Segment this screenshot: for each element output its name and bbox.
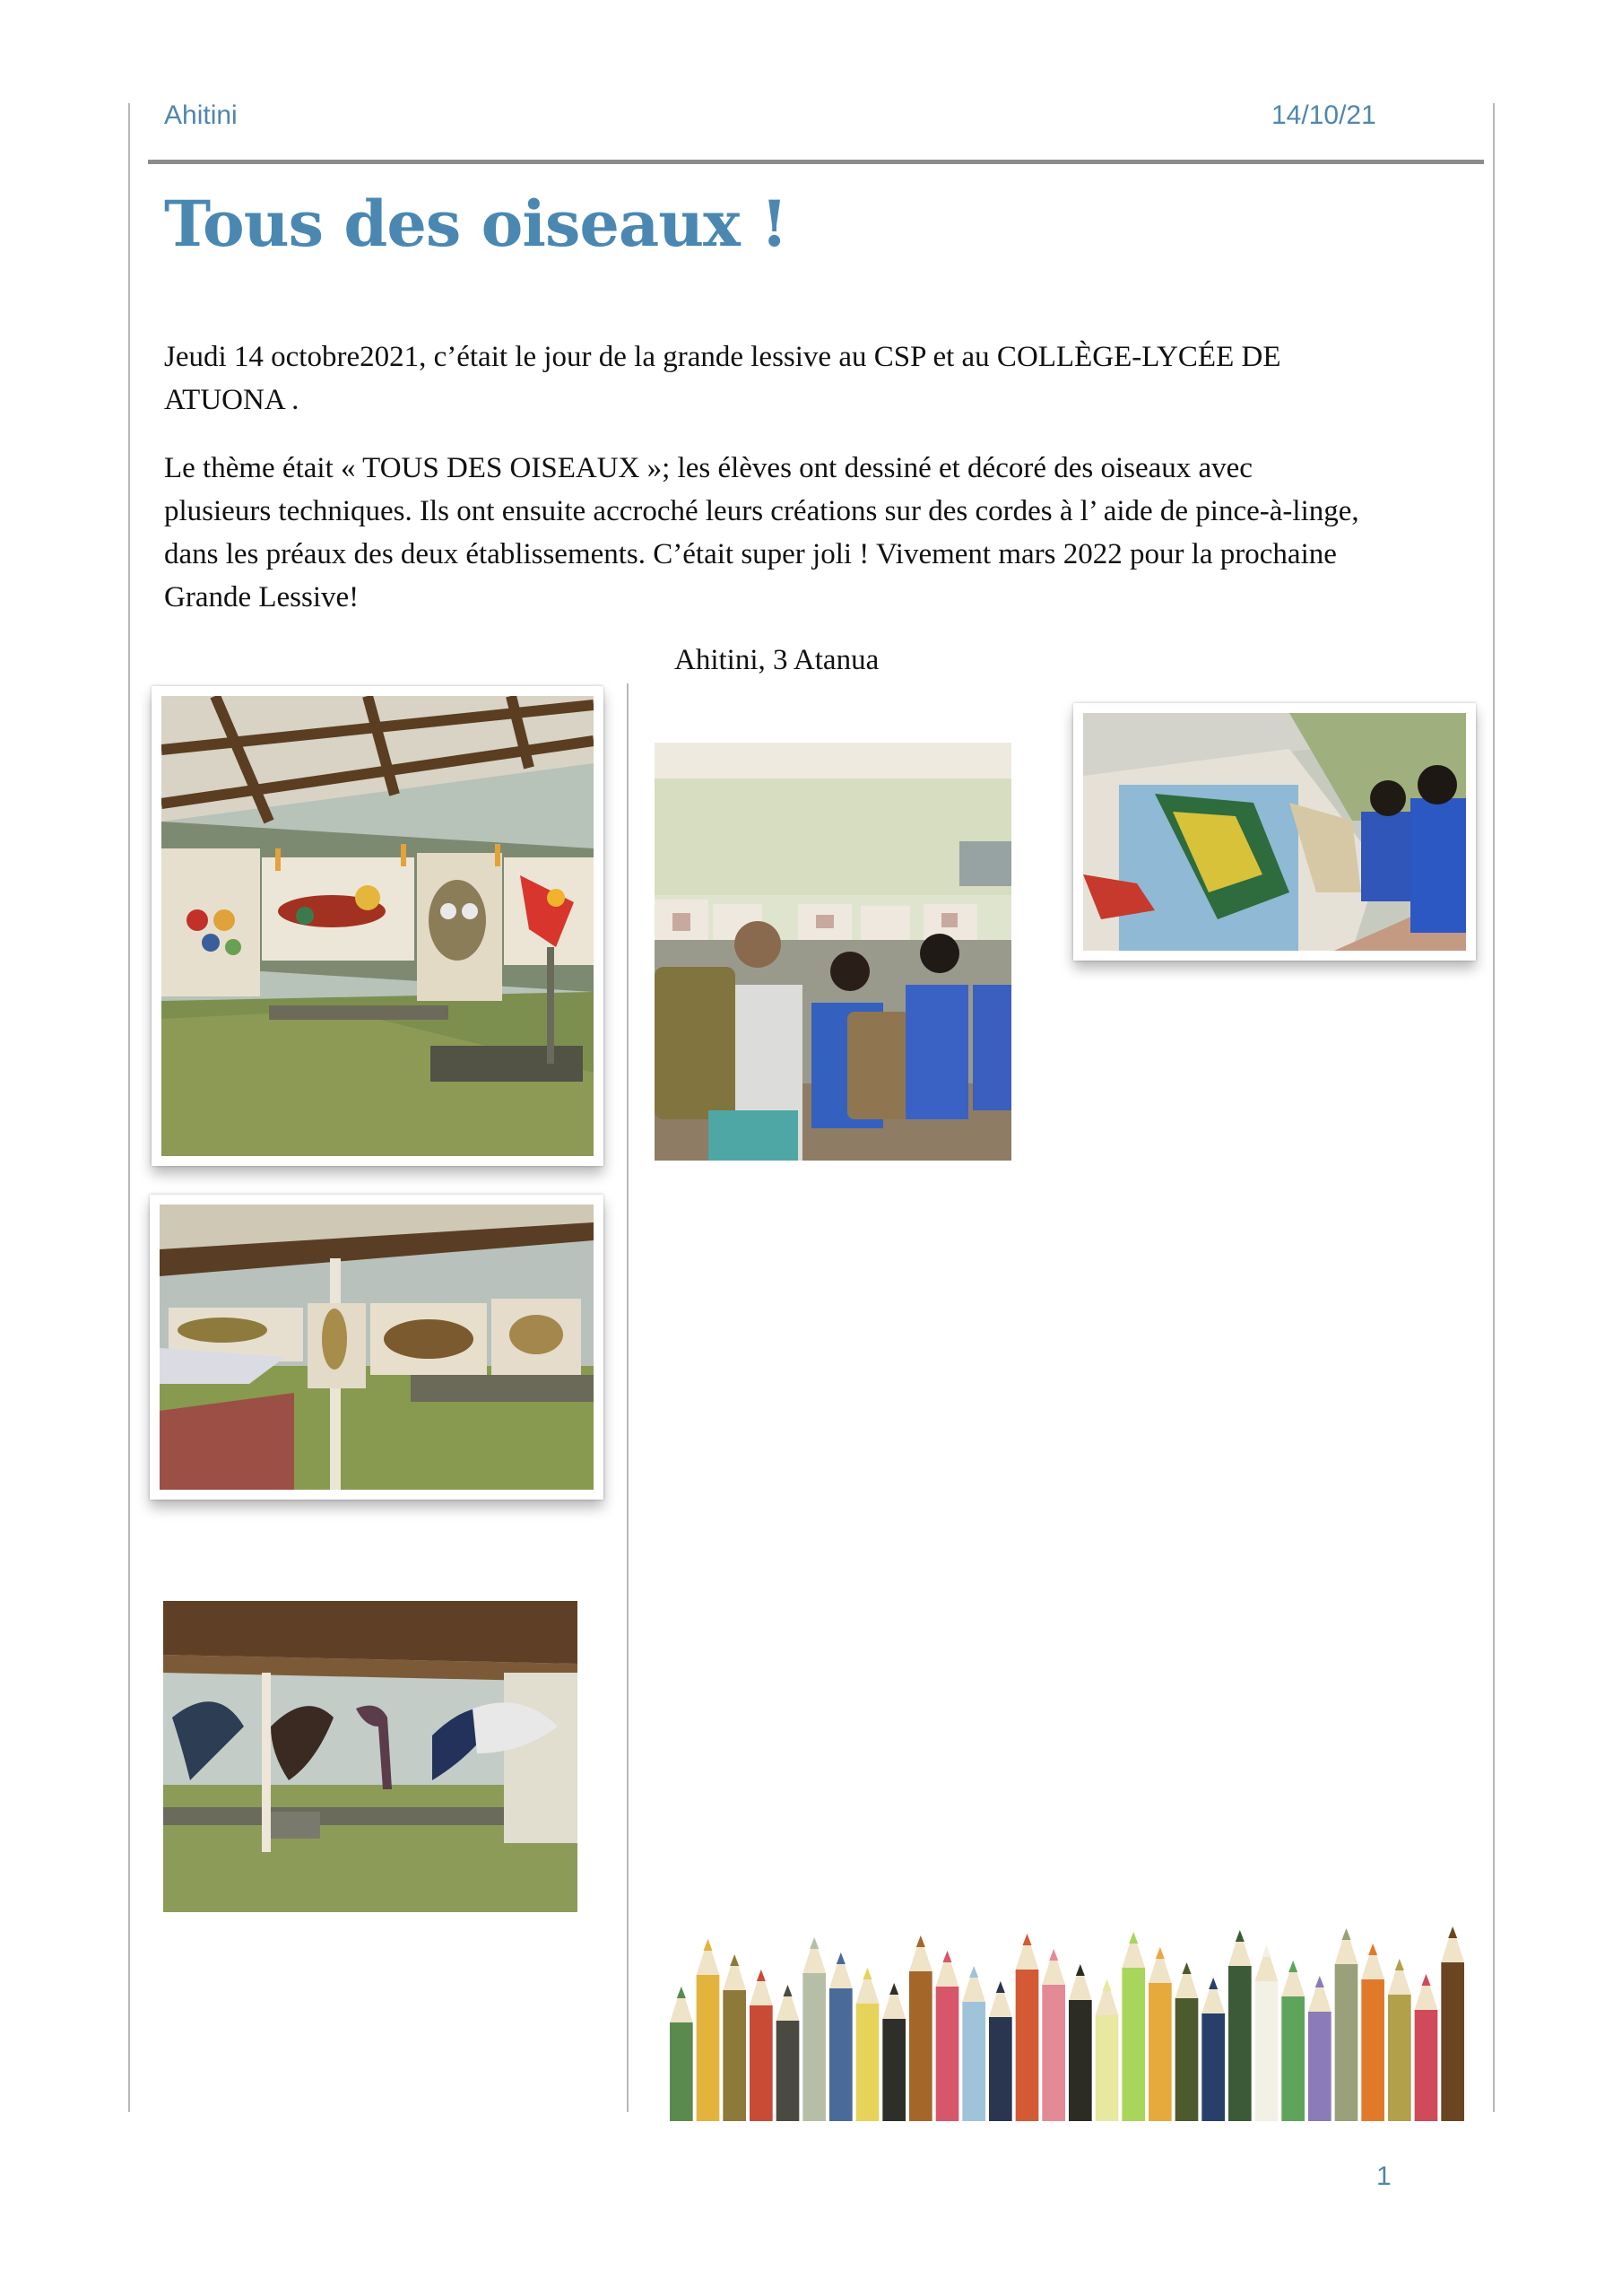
pencil-body <box>856 2004 880 2121</box>
pencil-body <box>670 2022 693 2121</box>
pencil-body <box>1308 2012 1331 2121</box>
pencil-lead <box>704 1939 713 1951</box>
pencil-body <box>962 2002 985 2121</box>
pencil-lead <box>969 1966 978 1978</box>
pencil-lead <box>677 1987 686 1998</box>
pencil-lead <box>1129 1932 1138 1944</box>
pencil-body <box>1388 1995 1411 2121</box>
pencil-body <box>723 1990 746 2121</box>
pencil-lead <box>1103 1979 1112 1991</box>
pencil-body <box>1175 1998 1199 2121</box>
left-border-line <box>128 103 130 2112</box>
theme-paragraph: Le thème était « TOUS DES OISEAUX »; les élèves ont dessiné et décoré des oiseaux avec plusieurs techniques. Ils ont ensuite accroché leurs créations sur des cordes à l’ aide de pince-à-linge, dans les préaux des deux établissements. C’était super joli ! Vivement mars 2022 pour la prochaine Grande Lessive! <box>164 452 1359 613</box>
pencil-body <box>1149 1983 1172 2121</box>
pencil-body <box>1069 2000 1092 2121</box>
page-number: 1 <box>1376 2161 1392 2191</box>
header-date: 14/10/21 <box>1271 100 1376 130</box>
column-divider <box>627 683 629 2112</box>
pencil-body <box>1415 2010 1438 2121</box>
pencil-lead <box>916 1935 925 1947</box>
pencil-lead <box>810 1937 819 1949</box>
pencil-body <box>989 2017 1012 2121</box>
pencil-body <box>1228 1966 1252 2121</box>
pencil-lead <box>784 1985 793 1996</box>
pencil-body <box>802 1973 826 2121</box>
photo-colorful-bird-drawings <box>152 686 603 1166</box>
pencil-lead <box>1342 1928 1351 1940</box>
pencil-lead <box>1368 1944 1377 1955</box>
pencil-body <box>882 2019 906 2121</box>
pencil-lead <box>1236 1930 1245 1942</box>
pencil-body <box>909 1971 932 2121</box>
header-rule <box>148 160 1484 164</box>
pencil-lead <box>1049 1949 1058 1961</box>
pencil-lead <box>1156 1947 1165 1959</box>
right-border-line <box>1493 103 1495 2112</box>
pencil-body <box>1335 1964 1358 2121</box>
pencil-lead <box>1448 1926 1457 1938</box>
pencil-lead <box>943 1951 952 1962</box>
pencil-body <box>1255 1981 1279 2121</box>
pencil-lead <box>1209 1978 1218 1989</box>
pencil-body <box>750 2005 773 2121</box>
pencil-lead <box>1262 1945 1271 1957</box>
photo-bird-silhouettes <box>163 1601 577 1912</box>
page-title: Tous des oiseaux ! <box>164 187 787 261</box>
pencil-lead <box>757 1970 766 1981</box>
pencil-lead <box>1076 1964 1085 1976</box>
colored-pencils-illustration <box>668 1910 1466 2121</box>
pencil-body <box>936 1987 959 2121</box>
pencil-body <box>1201 2013 1225 2121</box>
pencil-lead <box>1023 1934 1032 1945</box>
pencil-body <box>1361 1979 1384 2121</box>
pencil-lead <box>996 1981 1005 1993</box>
pencil-lead <box>1315 1976 1324 1987</box>
photo-dotted-bird-drawings <box>150 1195 603 1500</box>
photo-students-in-courtyard <box>655 743 1011 1161</box>
pencil-body <box>776 2021 800 2121</box>
pencil-lead <box>837 1952 846 1964</box>
pencil-lead <box>1422 1974 1431 1986</box>
pencil-lead <box>1288 1961 1297 1972</box>
pencil-body <box>1042 1985 1065 2121</box>
pencil-body <box>829 1988 853 2121</box>
pencil-lead <box>889 1983 898 1995</box>
intro-paragraph: Jeudi 14 octobre2021, c’était le jour de la grande lessive au CSP et au COLLÈGE-LYCÉE DE ATUONA . <box>164 341 1281 416</box>
pencil-lead <box>1395 1959 1404 1970</box>
pencil-lead <box>730 1954 739 1966</box>
pencil-body <box>1281 1996 1305 2121</box>
pencil-body <box>1441 1962 1464 2121</box>
pencil-body <box>1122 1968 1145 2121</box>
header-author: Ahitini <box>164 100 238 130</box>
pencil-body <box>1016 1970 1039 2121</box>
pencil-lead <box>863 1968 872 1979</box>
pencil-body <box>697 1975 720 2121</box>
signature: Ahitini, 3 Atanua <box>674 644 880 676</box>
pencil-body <box>1096 2015 1119 2121</box>
pencil-lead <box>1183 1962 1192 1974</box>
photo-students-viewing-artwork <box>1073 703 1476 961</box>
